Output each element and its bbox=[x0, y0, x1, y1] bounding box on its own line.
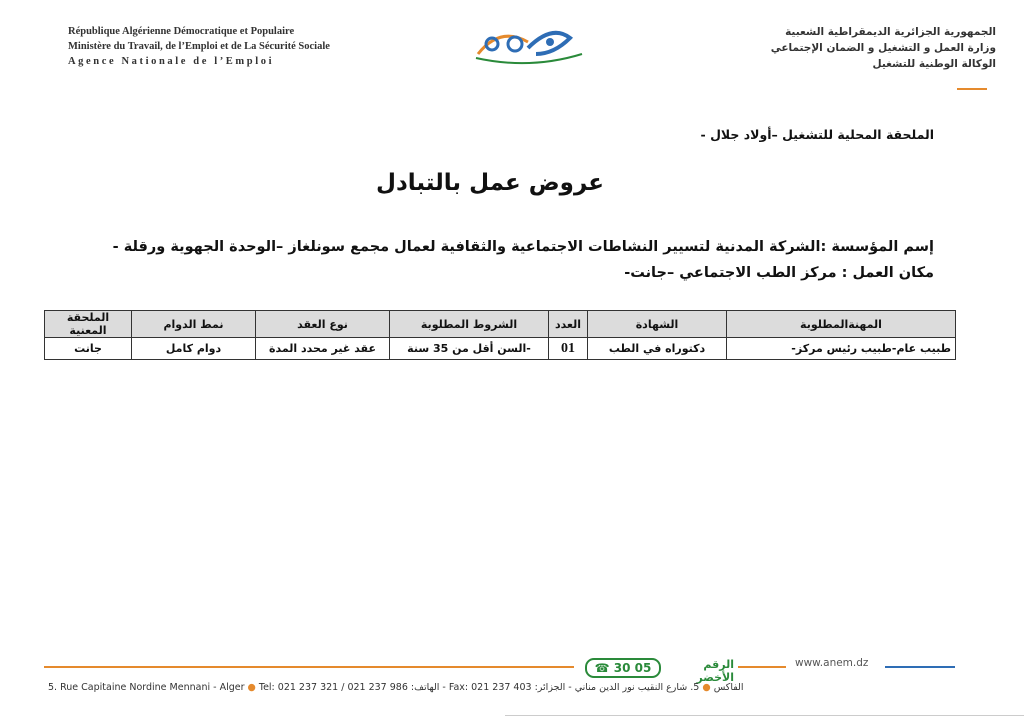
header-ar-republic: الجمهورية الجزائرية الديمقراطية الشعبية bbox=[785, 26, 996, 38]
page-title: عروض عمل بالتبادل bbox=[375, 170, 604, 196]
col-conditions: الشروط المطلوبة bbox=[390, 311, 549, 338]
table-header-row bbox=[45, 311, 956, 338]
cell-contract: عقد غير محدد المدة bbox=[256, 338, 390, 360]
green-number: 30 05 bbox=[613, 661, 652, 675]
col-contract: نوع العقد bbox=[256, 311, 390, 338]
header-ar-ministry: وزارة العمل و التشغيل و الضمان الإجتماعي bbox=[770, 42, 996, 54]
page-bottom-line bbox=[505, 715, 1024, 716]
job-offers-table bbox=[44, 310, 956, 360]
header-divider bbox=[957, 88, 987, 90]
green-number-badge bbox=[585, 658, 661, 678]
header-fr-republic: République Algérienne Démocratique et Populaire bbox=[68, 26, 295, 37]
anem-logo bbox=[470, 24, 590, 68]
cell-conditions: -السن أقل من 35 سنة bbox=[390, 338, 549, 360]
table-row bbox=[45, 338, 956, 360]
cell-agency: جانت bbox=[45, 338, 132, 360]
bullet-icon-2: ● bbox=[702, 682, 711, 693]
footer-phones: Tel: 021 237 321 / 021 237 986 :الهاتف - Fax: 021 237 403 :الفاكس bbox=[258, 682, 744, 693]
footer-line-orange bbox=[44, 666, 574, 668]
website-link[interactable]: www.anem.dz bbox=[795, 657, 869, 669]
green-number-label: الرقم الأخضر bbox=[696, 658, 734, 684]
workplace: مكان العمل : مركز الطب الاجتماعي –جانت- bbox=[624, 265, 934, 281]
col-profession: المهنةالمطلوبة bbox=[727, 311, 956, 338]
organization-name: إسم المؤسسة :الشركة المدنية لتسيير النشاطات الاجتماعية والثقافية لعمال مجمع سونلغاز –الوحدة الجهوية ورقلة - bbox=[112, 239, 934, 255]
footer-line-orange-2 bbox=[738, 666, 786, 668]
bullet-icon: ● bbox=[247, 682, 256, 693]
cell-profession: طبيب عام-طبيب رئيس مركز- bbox=[727, 338, 956, 360]
footer-line-blue bbox=[885, 666, 955, 668]
col-agency: الملحقة المعنية bbox=[45, 311, 132, 338]
address-ar-text: 5. شارع النقيب نور الدين مناني - الجزائر bbox=[537, 682, 700, 693]
col-diploma: الشهادة bbox=[588, 311, 727, 338]
header-fr-agency: Agence Nationale de l’Emploi bbox=[68, 56, 275, 67]
header-ar-agency: الوكالة الوطنية للتشغيل bbox=[872, 58, 996, 70]
footer-address-fr bbox=[48, 682, 744, 693]
cell-diploma: دكتوراه في الطب bbox=[588, 338, 727, 360]
phone-icon: ☎ bbox=[594, 661, 610, 675]
col-schedule: نمط الدوام bbox=[132, 311, 256, 338]
cell-schedule: دوام كامل bbox=[132, 338, 256, 360]
address-fr-text: 5. Rue Capitaine Nordine Mennani - Alger bbox=[48, 682, 245, 693]
header-french bbox=[68, 24, 330, 69]
header-arabic bbox=[616, 24, 996, 72]
col-count: العدد bbox=[549, 311, 588, 338]
cell-count: 01 bbox=[549, 338, 588, 360]
local-agency: الملحقة المحلية للتشغيل –أولاد جلال - bbox=[700, 127, 934, 142]
header-fr-ministry: Ministère du Travail, de l’Emploi et de La Sécurité Sociale bbox=[68, 41, 330, 52]
